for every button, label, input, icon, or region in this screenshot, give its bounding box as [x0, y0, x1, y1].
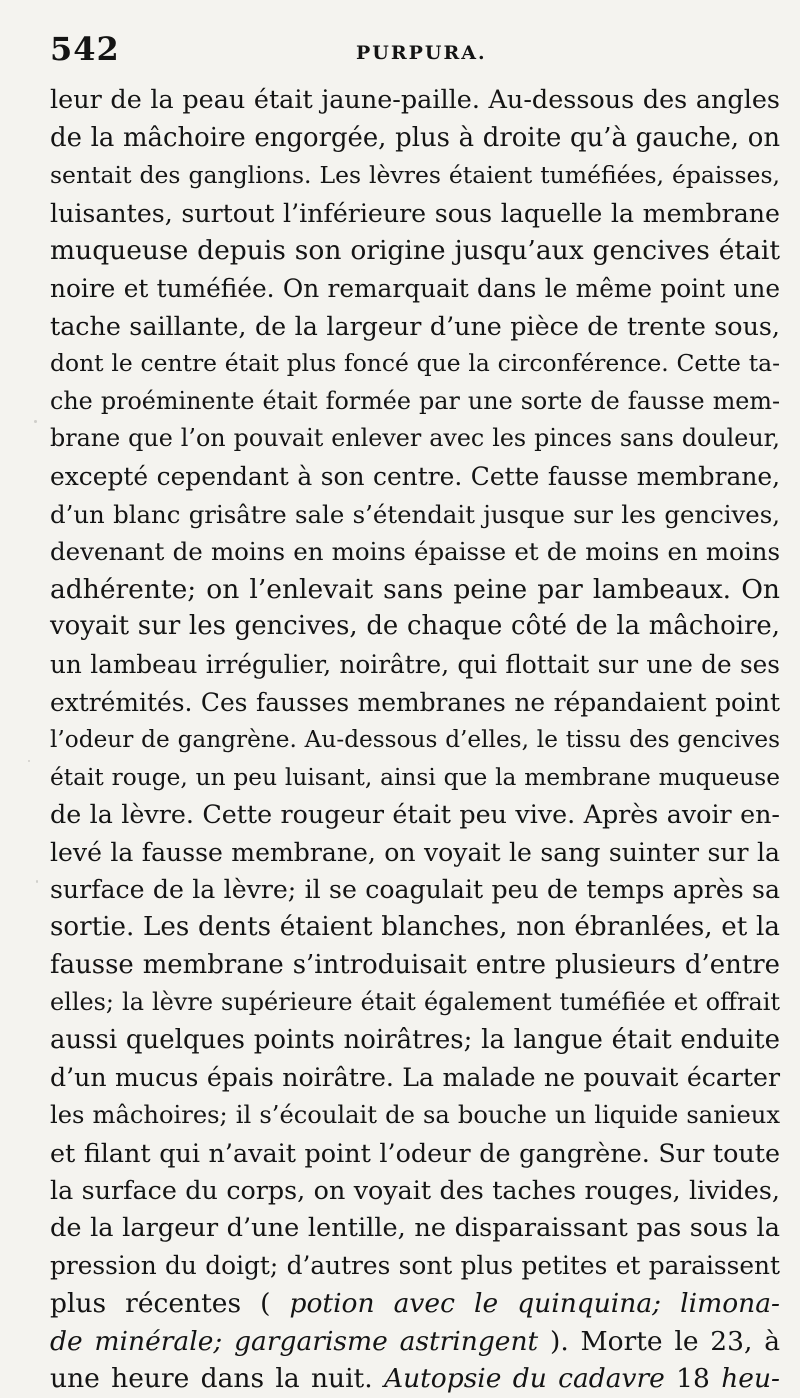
- paper-speck: [34, 420, 37, 423]
- text-segment: d’un blanc grisâtre sale s’étendait jusque sur les gencives,: [50, 499, 780, 529]
- text-line: [50, 308, 780, 346]
- paper-speck: [760, 1300, 763, 1302]
- italic-text-segment: Autopsie du cadavre: [383, 1363, 665, 1395]
- italic-text-segment: potion avec le quinquina; limona-: [289, 1288, 780, 1319]
- running-title: PURPURA.: [356, 42, 487, 64]
- italic-text-segment: heu-: [721, 1363, 780, 1395]
- text-line: [50, 1097, 780, 1135]
- body-text: [50, 82, 780, 1398]
- text-line: [50, 796, 780, 834]
- text-line: [50, 533, 780, 571]
- text-segment: levé la fausse membrane, on voyait le sang suinter sur la: [50, 837, 780, 867]
- text-segment: adhérente; on l’enlevait sans peine par lambeaux. On: [50, 573, 780, 605]
- paper-speck: [28, 760, 30, 762]
- text-segment: voyait sur les gencives, de chaque côté de la mâchoire,: [50, 611, 780, 642]
- text-segment: dont le centre était plus foncé que la circonférence. Cette ta-: [50, 349, 780, 378]
- text-line: [50, 984, 780, 1022]
- text-segment: brane que l’on pouvait enlever avec les pinces sans douleur,: [50, 424, 780, 453]
- text-segment: était rouge, un peu luisant, ainsi que la membrane muqueuse: [50, 763, 780, 791]
- text-line: [50, 496, 780, 534]
- text-line: [50, 1172, 780, 1210]
- text-segment: elles; la lèvre supérieure était également tuméfiée et offrait: [50, 988, 780, 1017]
- text-line: [50, 909, 780, 947]
- text-segment: muqueuse depuis son origine jusqu’aux gencives était: [50, 235, 780, 267]
- text-segment: 18: [664, 1363, 722, 1395]
- text-segment: noire et tuméfiée. On remarquait dans le même point une: [50, 273, 780, 303]
- page-number: 542: [50, 30, 120, 68]
- text-segment: leur de la peau était jaune-paille. Au-dessous des angles: [50, 85, 780, 115]
- text-segment: luisantes, surtout l’inférieure sous laquelle la membrane: [50, 198, 780, 228]
- text-line: [50, 157, 780, 195]
- text-line: [50, 383, 780, 421]
- text-line: [50, 1285, 780, 1323]
- paper-speck: [36, 880, 38, 883]
- text-line: [50, 1247, 780, 1285]
- text-line: [50, 1360, 780, 1398]
- text-segment: extrémités. Ces fausses membranes ne répandaient point: [50, 687, 780, 717]
- text-segment: devenant de moins en moins épaisse et de moins en moins: [50, 537, 780, 567]
- text-segment: de la largeur d’une lentille, ne disparaissant pas sous la: [50, 1212, 780, 1243]
- text-segment: la surface du corps, on voyait des taches rouges, livides,: [50, 1175, 780, 1206]
- text-segment: de la mâchoire engorgée, plus à droite qu’à gauche, on: [50, 122, 780, 153]
- text-line: [50, 947, 780, 985]
- text-line: [50, 1059, 780, 1097]
- text-segment: plus récentes (: [50, 1288, 290, 1319]
- italic-text-segment: de minérale; gargarisme astringent: [50, 1325, 539, 1357]
- text-line: [50, 646, 780, 684]
- text-line: [50, 759, 780, 797]
- text-line: [50, 721, 780, 759]
- text-line: [50, 684, 780, 722]
- text-line: [50, 1022, 780, 1060]
- text-line: [50, 1323, 780, 1361]
- text-line: [50, 195, 780, 233]
- text-line: [50, 345, 780, 383]
- text-segment: sentait des ganglions. Les lèvres étaient tuméfiées, épaisses,: [50, 161, 780, 190]
- text-line: [50, 120, 780, 158]
- text-segment: excepté cependant à son centre. Cette fausse membrane,: [50, 461, 780, 491]
- text-line: [50, 871, 780, 909]
- text-segment: les mâchoires; il s’écoulait de sa bouche un liquide sanieux: [50, 1101, 780, 1130]
- text-segment: l’odeur de gangrène. Au-dessous d’elles, le tissu des gencives: [50, 726, 780, 754]
- text-line: [50, 608, 780, 646]
- text-line: [50, 1210, 780, 1248]
- text-segment: un lambeau irrégulier, noirâtre, qui flottait sur une de ses: [50, 649, 780, 679]
- text-line: [50, 458, 780, 496]
- text-segment: surface de la lèvre; il se coagulait peu de temps après sa: [50, 875, 780, 905]
- text-segment: d’un mucus épais noirâtre. La malade ne pouvait écarter: [50, 1063, 780, 1093]
- text-segment: et filant qui n’avait point l’odeur de gangrène. Sur toute: [50, 1137, 780, 1168]
- text-segment: une heure dans la nuit.: [50, 1363, 384, 1395]
- text-segment: sortie. Les dents étaient blanches, non ébranlées, et la: [50, 912, 780, 943]
- text-segment: fausse membrane s’introduisait entre plusieurs d’entre: [50, 949, 780, 980]
- text-segment: aussi quelques points noirâtres; la langue était enduite: [50, 1024, 780, 1055]
- text-segment: pression du doigt; d’autres sont plus petites et paraissent: [50, 1251, 780, 1281]
- text-segment: che proéminente était formée par une sorte de fausse mem-: [50, 386, 780, 415]
- text-line: [50, 232, 780, 270]
- text-line: [50, 270, 780, 308]
- text-line: [50, 834, 780, 872]
- text-line: [50, 82, 780, 120]
- text-segment: tache saillante, de la largeur d’une pièce de trente sous,: [50, 310, 780, 341]
- text-line: [50, 571, 780, 609]
- text-line: [50, 1135, 780, 1173]
- text-segment: ). Morte le 23, à: [538, 1325, 780, 1357]
- text-line: [50, 420, 780, 458]
- page-header: [50, 28, 790, 72]
- text-segment: de la lèvre. Cette rougeur était peu vive. Après avoir en-: [50, 799, 780, 830]
